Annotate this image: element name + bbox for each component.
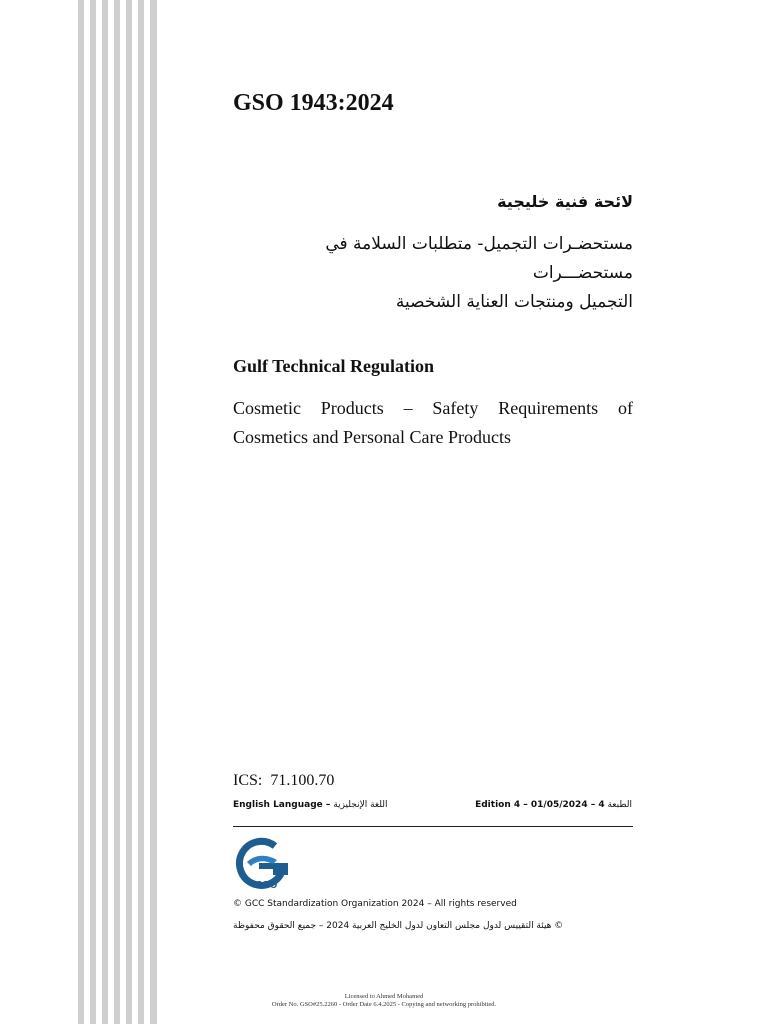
stripe xyxy=(114,0,120,1024)
gso-logo xyxy=(233,836,291,890)
arabic-title-line1: مستحضـرات التجميل- متطلبات السلامة في مستحضـــرات xyxy=(325,234,633,283)
license-notice xyxy=(0,993,768,1009)
stripe xyxy=(138,0,144,1024)
stripe xyxy=(78,0,84,1024)
language-english: English Language – xyxy=(233,800,331,810)
arabic-title-line2: التجميل ومنتجات العناية الشخصية xyxy=(395,292,633,312)
ics-label: ICS: xyxy=(233,772,263,789)
document-number: GSO 1943:2024 xyxy=(233,90,394,116)
decorative-stripes xyxy=(78,0,160,1024)
arabic-document-type: لائحة فنية خليجية xyxy=(497,192,633,211)
stripe xyxy=(90,0,96,1024)
language-line xyxy=(233,800,387,810)
copyright-arabic-text: © هيئة التقييس لدول مجلس التعاون لدول الخليج العربية 2024 – جميع الحقوق محفوظة xyxy=(233,921,564,931)
english-title: Cosmetic Products – Safety Requirements of Cosmetics and Personal Care Products xyxy=(233,398,633,447)
stripe xyxy=(126,0,132,1024)
copyright-arabic xyxy=(233,921,563,931)
edition-line xyxy=(475,800,632,810)
edition-arabic: الطبعة xyxy=(607,800,632,810)
gso-logo-text: GSO xyxy=(255,880,278,890)
copyright-english: © GCC Standardization Organization 2024 – All rights reserved xyxy=(233,899,517,909)
stripe xyxy=(150,0,157,1024)
arabic-title xyxy=(233,230,633,317)
edition-english: Edition 4 – 01/05/2024 – 4 xyxy=(475,800,605,810)
license-line2: Order No. GSO#25.2260 - Order Date 6.4.2025 - Copying and networking prohibited. xyxy=(271,1001,497,1008)
license-line1: Licensed to Ahmed Mohamed xyxy=(344,993,424,1000)
ics-value: 71.100.70 xyxy=(270,772,335,789)
divider xyxy=(233,826,633,827)
language-arabic: اللغة الإنجليزية xyxy=(333,800,388,810)
english-document-type: Gulf Technical Regulation xyxy=(233,356,435,376)
ics-code xyxy=(233,772,334,790)
stripe xyxy=(102,0,108,1024)
